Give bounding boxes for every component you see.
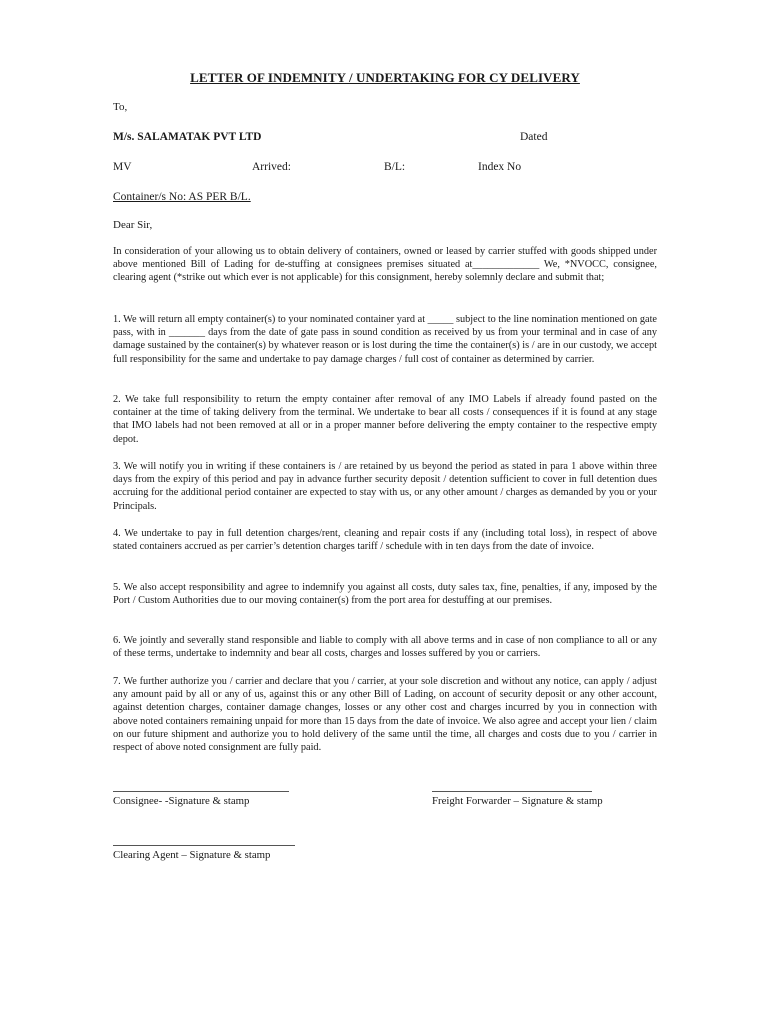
clause-1: 1. We will return all empty container(s) to your nominated container yard at _____ subject to the line nomination mentioned on gate pass, with in _______ days from the date of gate pass in sound condition as received by us from your terminal and in case of any damage sustained by the container(s) by whatever reason or is lost during the time the container(s) is / are in our custody, we accept full responsibility for the same and undertake to pay damage charges / full cost of container as determined by carrier. bbox=[113, 314, 657, 365]
clause-6: 6. We jointly and severally stand responsible and liable to comply with all above terms and in case of non compliance to all or any of these terms, undertake to indemnity and bear all costs, charges and losses suffered by you or carriers. bbox=[113, 635, 657, 660]
clause-4: 4. We undertake to pay in full detention charges/rent, cleaning and repair costs if any (including total loss), in respect of above stated containers accrued as per carrier’s detention charges tariff / schedule with in ten days from the date of invoice. bbox=[113, 528, 657, 553]
container-number: Container/s No: AS PER B/L. bbox=[113, 191, 251, 203]
freight-forwarder-signature-line bbox=[432, 791, 592, 792]
consignee-signature-line bbox=[113, 791, 289, 792]
addressee: M/s. SALAMATAK PVT LTD bbox=[113, 131, 262, 143]
salutation: Dear Sir, bbox=[113, 219, 153, 231]
clearing-agent-signature-label: Clearing Agent – Signature & stamp bbox=[113, 849, 271, 861]
intro-paragraph: In consideration of your allowing us to obtain delivery of containers, owned or leased by carrier stuffed with goods shipped under above mentioned Bill of Lading for de-stuffing at consignees premises situated at_____________ We, *NVOCC, consignee, clearing agent (*strike out which ever is not applicable) for this consignment, hereby solemnly declare and submit that; bbox=[113, 246, 657, 284]
consignee-signature-label: Consignee- -Signature & stamp bbox=[113, 795, 250, 807]
bl-label: B/L: bbox=[384, 161, 406, 173]
to-line: To, bbox=[113, 101, 128, 113]
clause-3: 3. We will notify you in writing if these containers is / are retained by us beyond the period as stated in para 1 above within three days from the expiry of this period and pay in advance further security deposit / detention sufficient to cover in full detention dues accruing for the additional period container are expected to stay with us, or any other amount / charges as demanded by you or your Principals. bbox=[113, 461, 657, 512]
dated-label: Dated bbox=[520, 131, 548, 143]
freight-forwarder-signature-label: Freight Forwarder – Signature & stamp bbox=[432, 795, 603, 807]
index-no-label: Index No bbox=[478, 161, 522, 173]
mv-label: MV bbox=[113, 161, 132, 173]
document-title: LETTER OF INDEMNITY / UNDERTAKING FOR CY DELIVERY bbox=[190, 70, 580, 85]
arrived-label: Arrived: bbox=[252, 161, 291, 173]
clause-7: 7. We further authorize you / carrier and declare that you / carrier, at your sole discretion and without any notice, can apply / adjust any amount paid by all or any of us, against this or any other Bill of Lading, on account of security deposit or any other account, against detention charges, container damage changes, losses or any other cost and charges incurred by you in connection with above noted containers remaining unpaid for more than 15 days from the date of invoice. We also agree and accept your lien / claim on our future shipment and authorize you to hold delivery of the same until the time, all charges and costs due to you / carrier in respect of above noted consignment are fully paid. bbox=[113, 676, 657, 754]
clause-2: 2. We take full responsibility to return the empty container after removal of any IMO Labels if already found pasted on the container at the time of taking delivery from the terminal. We undertake to bear all costs / consequences if it is found at any stage that IMO labels had not been removed at all or in a proper manner before delivering the empty container to the respective empty depot. bbox=[113, 394, 657, 445]
clause-5: 5. We also accept responsibility and agree to indemnify you against all costs, duty sales tax, fine, penalties, if any, imposed by the Port / Custom Authorities due to our moving container(s) from the port area for destuffing at our premises. bbox=[113, 582, 657, 607]
clearing-agent-signature-line bbox=[113, 845, 295, 846]
